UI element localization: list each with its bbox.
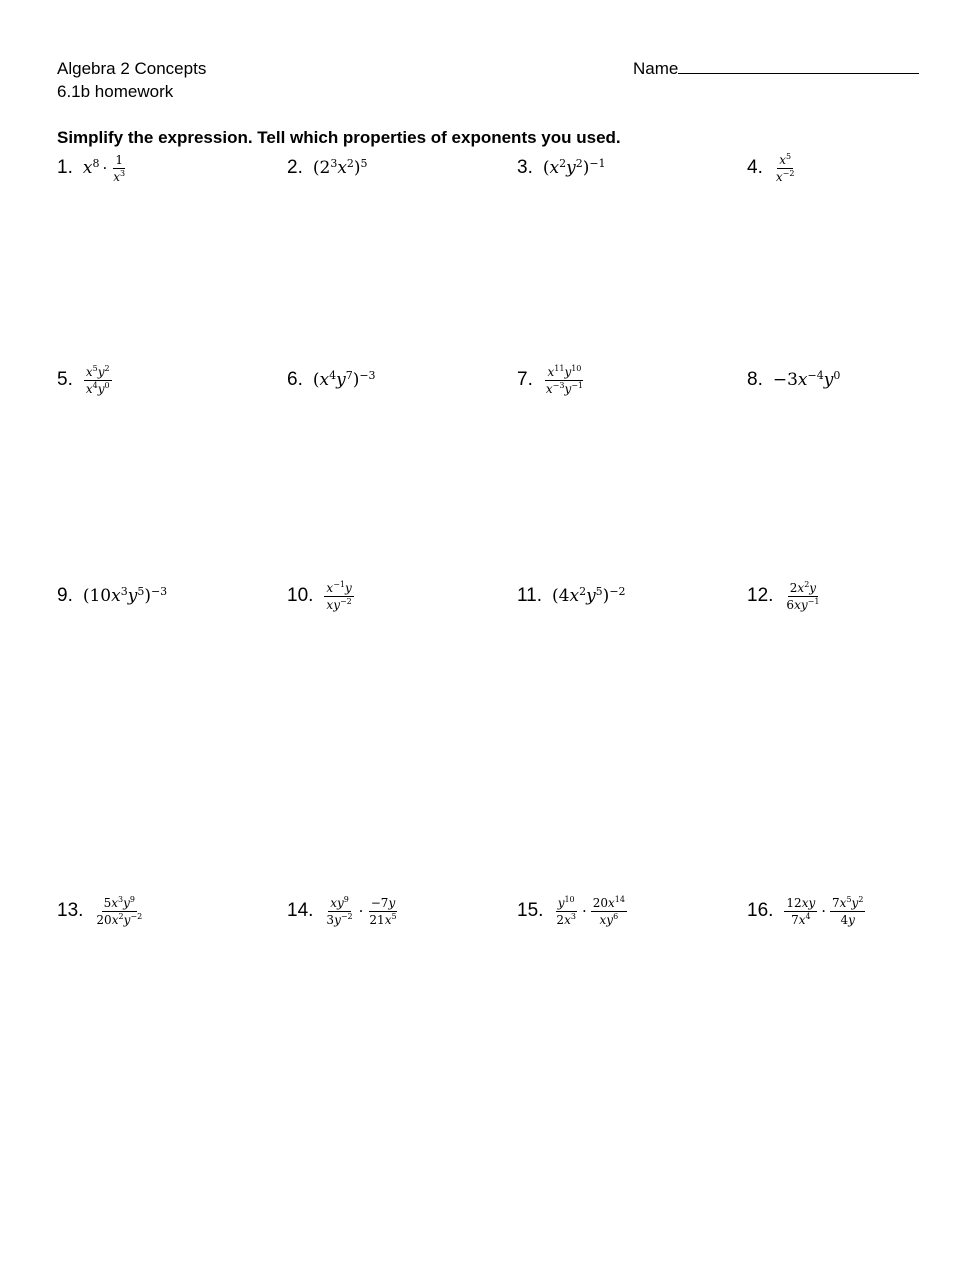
problem-10 xyxy=(287,574,355,618)
problem-expression: $(4x^2y^5)^{-2}$ xyxy=(552,584,626,606)
problem-expression: $\frac{12xy}{7x^4}$ · $\frac{7x^5y^2}{4y}$ xyxy=(786,894,864,927)
problem-9 xyxy=(57,574,167,618)
problem-13 xyxy=(57,889,145,933)
problem-7 xyxy=(517,358,586,402)
problem-expression: $\frac{x^{-1}y}{xy^{-2}}$ xyxy=(326,579,352,612)
problem-expression: $\frac{x^5y^2}{x^4y^0}$ xyxy=(85,363,110,396)
course-title: Algebra 2 Concepts xyxy=(57,59,207,78)
name-label: Name xyxy=(633,59,679,78)
problem-number: 1. xyxy=(57,157,73,178)
problem-1 xyxy=(57,146,128,190)
problem-number: 4. xyxy=(747,157,763,178)
problem-15 xyxy=(517,889,628,933)
problem-expression: $(x^2y^2)^{-1}$ xyxy=(542,156,606,178)
problem-expression: $\frac{y^{10}}{2x^3}$ · $\frac{20x^{14}}{xy^6}$ xyxy=(556,894,625,927)
problem-number: 16. xyxy=(747,900,774,921)
problem-number: 3. xyxy=(517,157,533,178)
problem-expression: $(x^4y^7)^{-3}$ xyxy=(312,368,376,390)
problem-11 xyxy=(517,574,626,618)
problem-expression: $(10x^3y^5)^{-3}$ xyxy=(82,584,168,606)
problem-number: 12. xyxy=(747,585,774,606)
problem-expression: $\frac{xy^9}{3y^{-2}}$ · $\frac{-7y}{21x^5}$ xyxy=(326,894,397,927)
problem-number: 2. xyxy=(287,157,303,178)
problem-number: 13. xyxy=(57,900,84,921)
problem-2 xyxy=(287,146,368,190)
assignment-title: 6.1b homework xyxy=(57,82,174,101)
problem-16 xyxy=(747,889,866,933)
problem-expression: $\frac{x^{11}y^{10}}{x^{-3}y^{-1}}$ xyxy=(545,363,584,396)
problem-number: 9. xyxy=(57,585,73,606)
problem-expression: $\frac{x^5}{x^{-2}}$ xyxy=(775,151,795,184)
problem-number: 14. xyxy=(287,900,314,921)
problem-5 xyxy=(57,358,113,402)
problem-8 xyxy=(747,358,840,402)
problem-4 xyxy=(747,146,797,190)
problem-expression: $\frac{2x^2y}{6xy^{-1}}$ xyxy=(786,579,820,612)
problem-number: 10. xyxy=(287,585,314,606)
problem-number: 6. xyxy=(287,369,303,390)
problem-14 xyxy=(287,889,400,933)
problem-12 xyxy=(747,574,822,618)
problem-3 xyxy=(517,146,606,190)
problem-expression: $-3x^{-4}y^0$ xyxy=(772,368,841,390)
problem-6 xyxy=(287,358,376,402)
problem-number: 15. xyxy=(517,900,544,921)
problem-expression: $\frac{5x^3y^9}{20x^2y^{-2}}$ xyxy=(96,894,143,927)
problem-expression: $x^8$ · $\frac{1}{x^3}$ xyxy=(82,152,126,184)
instructions: Simplify the expression. Tell which properties of exponents you used. xyxy=(57,128,621,147)
problem-number: 8. xyxy=(747,369,763,390)
problem-expression: $(2^3x^2)^5$ xyxy=(312,156,368,178)
problem-number: 5. xyxy=(57,369,73,390)
name-blank-line xyxy=(678,59,919,74)
name-field xyxy=(633,59,919,79)
problem-number: 11. xyxy=(517,585,543,606)
problem-number: 7. xyxy=(517,369,533,390)
